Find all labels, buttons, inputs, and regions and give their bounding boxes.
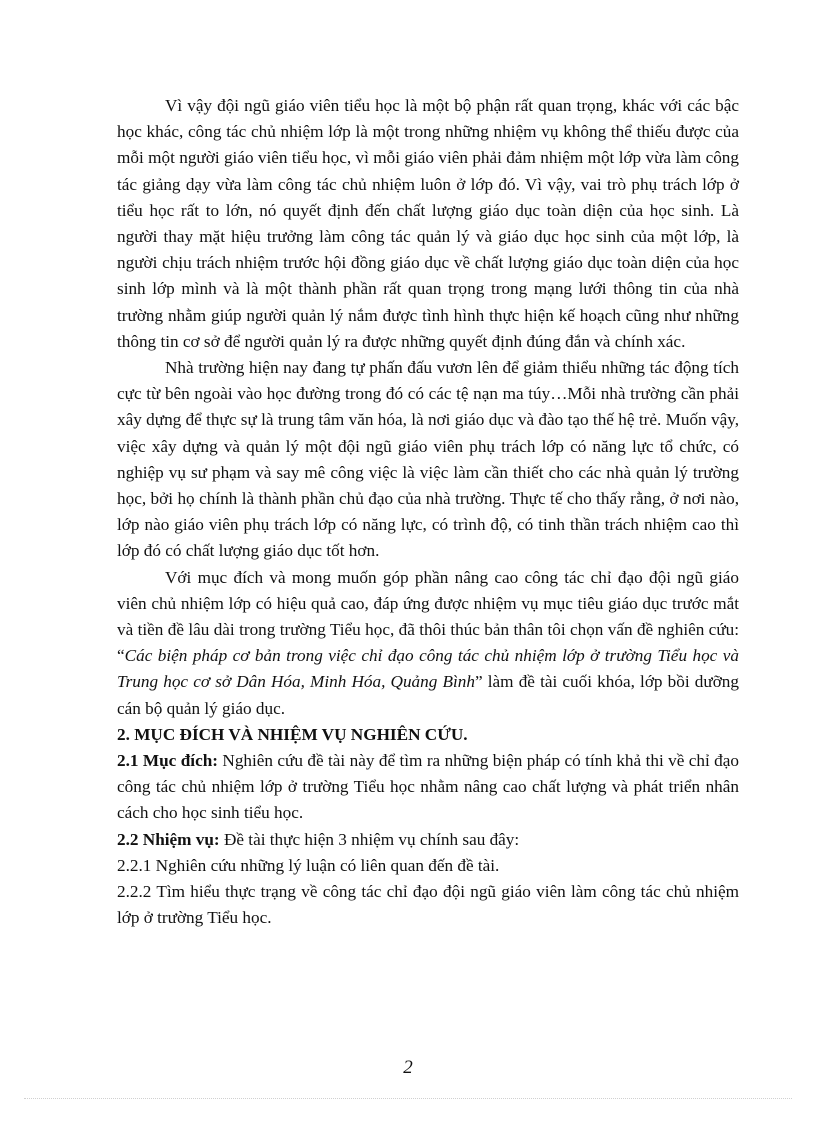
task-item-2: 2.2.2 Tìm hiểu thực trạng về công tác chỉ đạo đội ngũ giáo viên làm công tác chủ nhiệm lớp ở trường Tiểu học.: [117, 882, 739, 928]
page-bottom-border: [24, 1098, 792, 1099]
research-topic-title: Các biện pháp cơ bản trong việc chỉ đạo công tác chủ nhiệm lớp ở trường Tiểu học và Trung học cơ sở Dân Hóa, Minh Hóa, Quảng Bình: [117, 646, 739, 692]
purpose-label: 2.1 Mục đích:: [117, 751, 218, 771]
task-item-1: 2.2.1 Nghiên cứu những lý luận có liên quan đến đề tài.: [117, 855, 500, 875]
tasks-text: Đề tài thực hiện 3 nhiệm vụ chính sau đây:: [219, 829, 520, 849]
research-choice-text: Với mục đích và mong muốn góp phần nâng cao công tác chỉ đạo đội ngũ giáo viên chủ nhiệm lớp có hiệu quả cao, đáp ứng được nhiệm vụ mục tiêu giáo dục trước mắt và tiền đề lâu dài trong trường Tiểu học, đã thôi thúc bản thân tôi chọn vấn đề nghiên cứu: “: [117, 567, 739, 666]
paragraph-school-efforts: Nhà trường hiện nay đang tự phấn đấu vươn lên để giảm thiểu những tác động tích cực từ bên ngoài vào học đường trong đó có các tệ nạn ma túy…Mỗi nhà trường cần phải xây dựng để thực sự là trung tâm văn hóa, là nơi giáo dục và đào tạo thế hệ trẻ. Muốn vậy, việc xây dựng và quản lý một đội ngũ giáo viên phụ trách lớp có năng lực tổ chức, có nghiệp vụ sư phạm và say mê công việc là việc làm cần thiết cho các nhà quản lý trường học, bởi họ chính là thành phần chủ đạo của nhà trường. Thực tế cho thấy rằng, ở nơi nào, lớp nào giáo viên phụ trách lớp có năng lực, có trình độ, có tinh thần trách nhiệm cao thì lớp đó có chất lượng giáo dục tốt hơn.: [117, 358, 739, 561]
tasks-label: 2.2 Nhiệm vụ:: [117, 829, 220, 849]
paragraph-tasks: [117, 827, 739, 853]
paragraph-role-of-teachers: Vì vậy đội ngũ giáo viên tiểu học là một bộ phận rất quan trọng, khác với các bậc học khác, công tác chủ nhiệm lớp là một trong những nhiệm vụ không thể thiếu được của mỗi một người giáo viên tiểu học, vì mỗi giáo viên phải đảm nhiệm một lớp vừa làm công tác giảng dạy vừa làm công tác chủ nhiệm luôn ở lớp đó. Vì vậy, vai trò phụ trách lớp ở tiểu học rất to lớn, nó quyết định đến chất lượng giáo dục toàn diện của học sinh. Là người thay mặt hiệu trưởng làm công tác quản lý và giáo dục học sinh của một lớp, là người chịu trách nhiệm trước hội đồng giáo dục về chất lượng giáo dục toàn diện của học sinh lớp mình và là một thành phần rất quan trọng trong mạng lưới thông tin của nhà trường nhằm giúp người quản lý nắm được tình hình thực hiện kế hoạch cũng như những thông tin cơ sở để người quản lý ra được những quyết định đúng đắn và chính xác.: [117, 96, 739, 351]
research-choice-ending: ” làm đề tài cuối khóa, lớp bồi dưỡng cán bộ quản lý giáo dục.: [117, 672, 739, 718]
paragraph-purpose: [117, 748, 739, 827]
page-number: 2: [403, 1057, 413, 1078]
section-heading-purpose-and-tasks: 2. MỤC ĐÍCH VÀ NHIỆM VỤ NGHIÊN CỨU.: [117, 724, 468, 744]
purpose-text: Nghiên cứu đề tài này để tìm ra những biện pháp có tính khả thi về chỉ đạo công tác chủ nhiệm lớp ở trường Tiểu học nhằm nâng cao chất lượng và phát triển nhân cách cho học sinh tiểu học.: [117, 751, 740, 823]
paragraph-research-choice: [117, 565, 739, 722]
page-body: [117, 93, 739, 932]
